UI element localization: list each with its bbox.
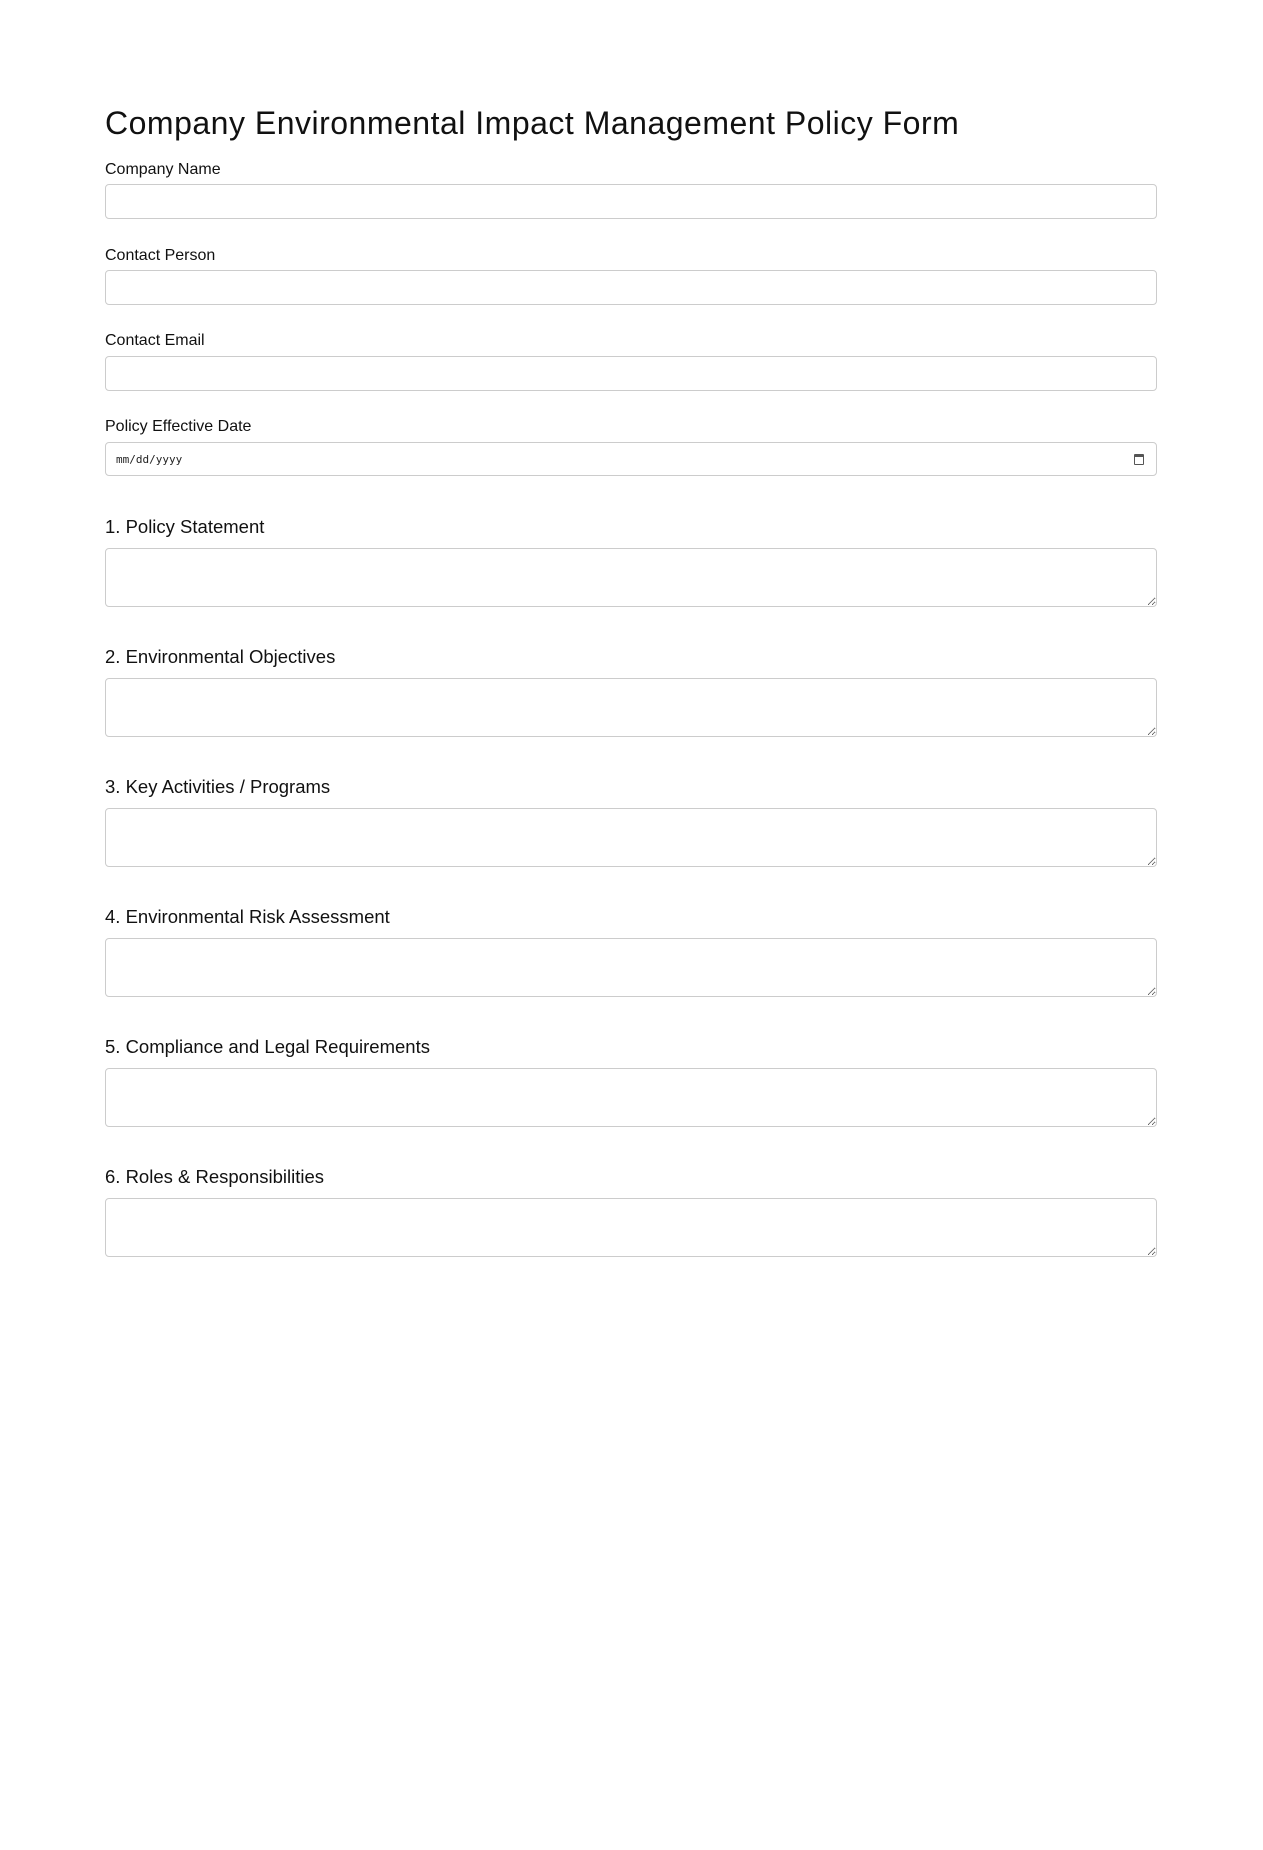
- roles-responsibilities-label: 6. Roles & Responsibilities: [105, 1166, 325, 1187]
- risk-assessment-label: 4. Environmental Risk Assessment: [105, 906, 390, 927]
- contact-email-input[interactable]: [105, 356, 1157, 391]
- company-name-label: Company Name: [105, 161, 221, 178]
- calendar-icon[interactable]: [1134, 454, 1144, 465]
- risk-assessment-textarea[interactable]: [105, 938, 1157, 997]
- compliance-textarea[interactable]: [105, 1068, 1157, 1127]
- company-name-input[interactable]: [105, 184, 1157, 219]
- policy-effective-date-label: Policy Effective Date: [105, 418, 252, 435]
- policy-effective-date-input[interactable]: [105, 442, 1157, 476]
- environmental-objectives-textarea[interactable]: [105, 678, 1157, 737]
- roles-responsibilities-textarea[interactable]: [105, 1198, 1157, 1257]
- policy-statement-textarea[interactable]: [105, 548, 1157, 607]
- policy-statement-label: 1. Policy Statement: [105, 516, 265, 537]
- compliance-label: 5. Compliance and Legal Requirements: [105, 1036, 430, 1057]
- environmental-objectives-label: 2. Environmental Objectives: [105, 646, 336, 667]
- contact-email-label: Contact Email: [105, 332, 205, 349]
- contact-person-input[interactable]: [105, 270, 1157, 305]
- key-activities-label: 3. Key Activities / Programs: [105, 776, 331, 797]
- page-title: Company Environmental Impact Management Policy Form: [105, 105, 960, 141]
- key-activities-textarea[interactable]: [105, 808, 1157, 867]
- contact-person-label: Contact Person: [105, 247, 216, 264]
- date-placeholder: mm/dd/yyyy: [116, 452, 183, 466]
